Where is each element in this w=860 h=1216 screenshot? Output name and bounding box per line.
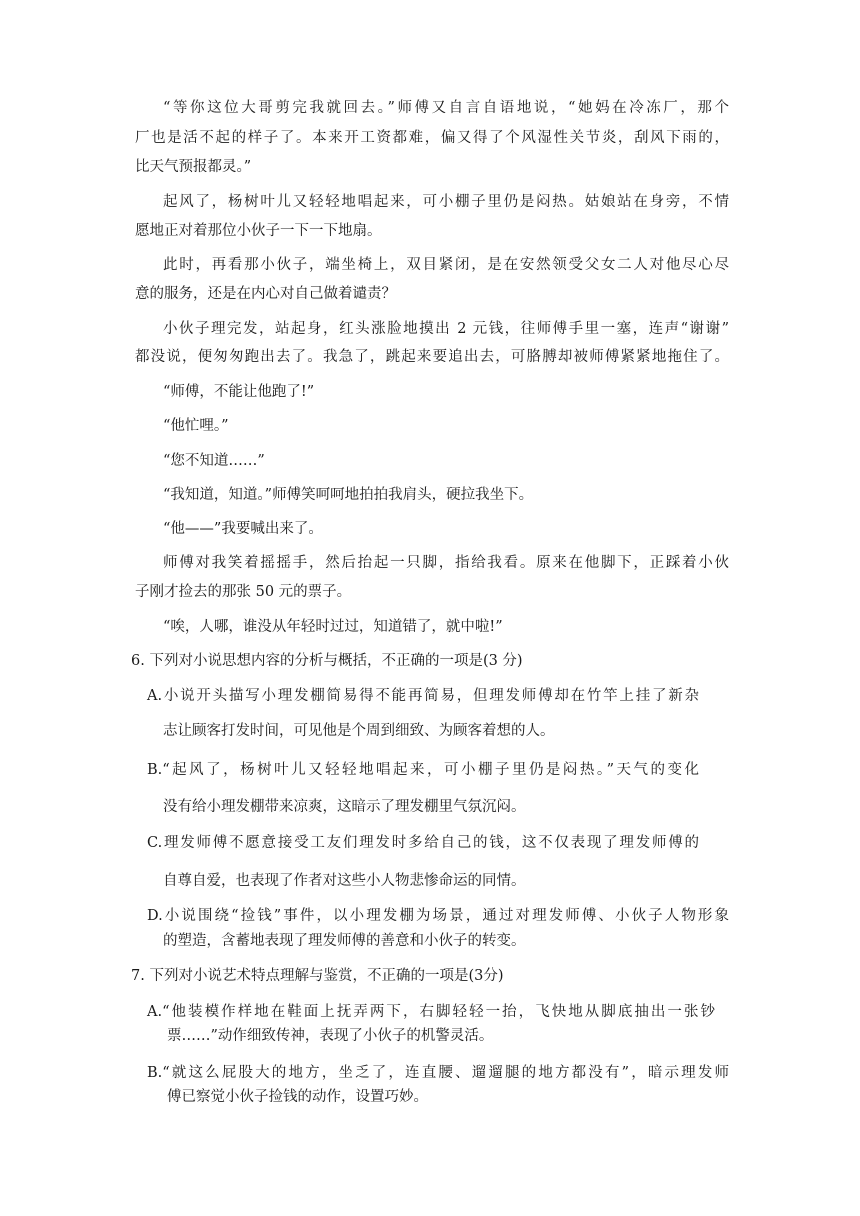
paragraph-line: 小伙子理完发，站起身，红头涨脸地摸出 2 元钱，往师傅手里一塞，连声“谢谢”: [163, 321, 729, 337]
question-6-option-a: A.小说开头描写小理发棚简易得不能再简易，但理发师傅却在竹竿上挂了新杂: [147, 688, 699, 704]
dialogue-line: “他忙哩。”: [163, 418, 229, 434]
paragraph-line: 起风了，杨树叶儿又轻轻地唱起来，可小棚子里仍是闷热。姑娘站在身旁，不情: [163, 194, 729, 210]
paragraph-line: 子刚才捡去的那张 50 元的票子。: [135, 584, 352, 600]
paragraph-line: 愿地正对着那位小伙子一下一下地扇。: [135, 223, 382, 239]
question-6-option-b-cont: 没有给小理发棚带来凉爽，这暗示了理发棚里气氛沉闷。: [163, 799, 526, 815]
paragraph-line: 师傅对我笑着摇摇手，然后抬起一只脚，指给我看。原来在他脚下，正踩着小伙: [163, 555, 729, 571]
question-6-option-d: D.小说围绕“捡钱”事件，以小理发棚为场景，通过对理发师傅、小伙子人物形象: [147, 908, 729, 924]
question-6-option-c: C.理发师傅不愿意接受工友们理发时多给自己的钱，这不仅表现了理发师傅的: [147, 835, 699, 851]
question-6-option-b: B.“起风了，杨树叶儿又轻轻地唱起来，可小棚子里仍是闷热。”天气的变化: [147, 762, 699, 778]
paragraph-line: 比天气预报都灵。”: [135, 159, 252, 175]
question-7-option-a: A.“他装模作样地在鞋面上抚弄两下，右脚轻轻一抬，飞快地从脚底抽出一张钞: [147, 1004, 715, 1020]
paragraph-line: 厂也是活不起的样子了。本来开工资都难，偏又得了个风湿性关节炎，刮风下雨的，: [135, 130, 729, 146]
dialogue-line: “您不知道……”: [163, 453, 265, 469]
question-6-option-d-cont: 的塑造，含蓄地表现了理发师傅的善意和小伙子的转变。: [163, 933, 526, 949]
question-7-option-a-cont: 票……”动作细致传神，表现了小伙子的机警灵活。: [167, 1028, 494, 1044]
dialogue-line: “我知道，知道。”师傅笑呵呵地拍拍我肩头，硬拉我坐下。: [163, 487, 534, 503]
question-6-stem: 6. 下列对小说思想内容的分析与概括，不正确的一项是(3 分): [131, 653, 523, 669]
paragraph-line: 都没说，便匆匆跑出去了。我急了，跳起来要追出去，可胳膊却被师傅紧紧地拖住了。: [135, 349, 729, 365]
paragraph-line: 意的服务，还是在内心对自己做着谴责？: [135, 286, 396, 302]
dialogue-line: “唉，人哪，谁没从年轻时过过，知道错了，就中啦!”: [163, 619, 503, 635]
paragraph-line: “等你这位大哥剪完我就回去。”师傅又自言自语地说，“她妈在冷冻厂，那个: [163, 100, 729, 116]
question-7-option-b-cont: 傅已察觉小伙子捡钱的动作，设置巧妙。: [167, 1089, 428, 1105]
dialogue-line: “师傅，不能让他跑了!”: [163, 384, 315, 400]
question-7-option-b: B.“就这么屁股大的地方，坐乏了，连直腰、遛遛腿的地方都没有”，暗示理发师: [147, 1065, 729, 1081]
question-6-option-c-cont: 自尊自爱，也表现了作者对这些小人物悲惨命运的同情。: [163, 873, 526, 889]
paragraph-line: 此时，再看那小伙子，端坐椅上，双目紧闭，是在安然领受父女二人对他尽心尽: [163, 257, 729, 273]
question-7-stem: 7. 下列对小说艺术特点理解与鉴赏，不正确的一项是(3分): [131, 968, 504, 984]
question-6-option-a-cont: 志让顾客打发时间，可见他是个周到细致、为顾客着想的人。: [163, 723, 555, 739]
dialogue-line: “他——”我要喊出来了。: [163, 521, 323, 537]
